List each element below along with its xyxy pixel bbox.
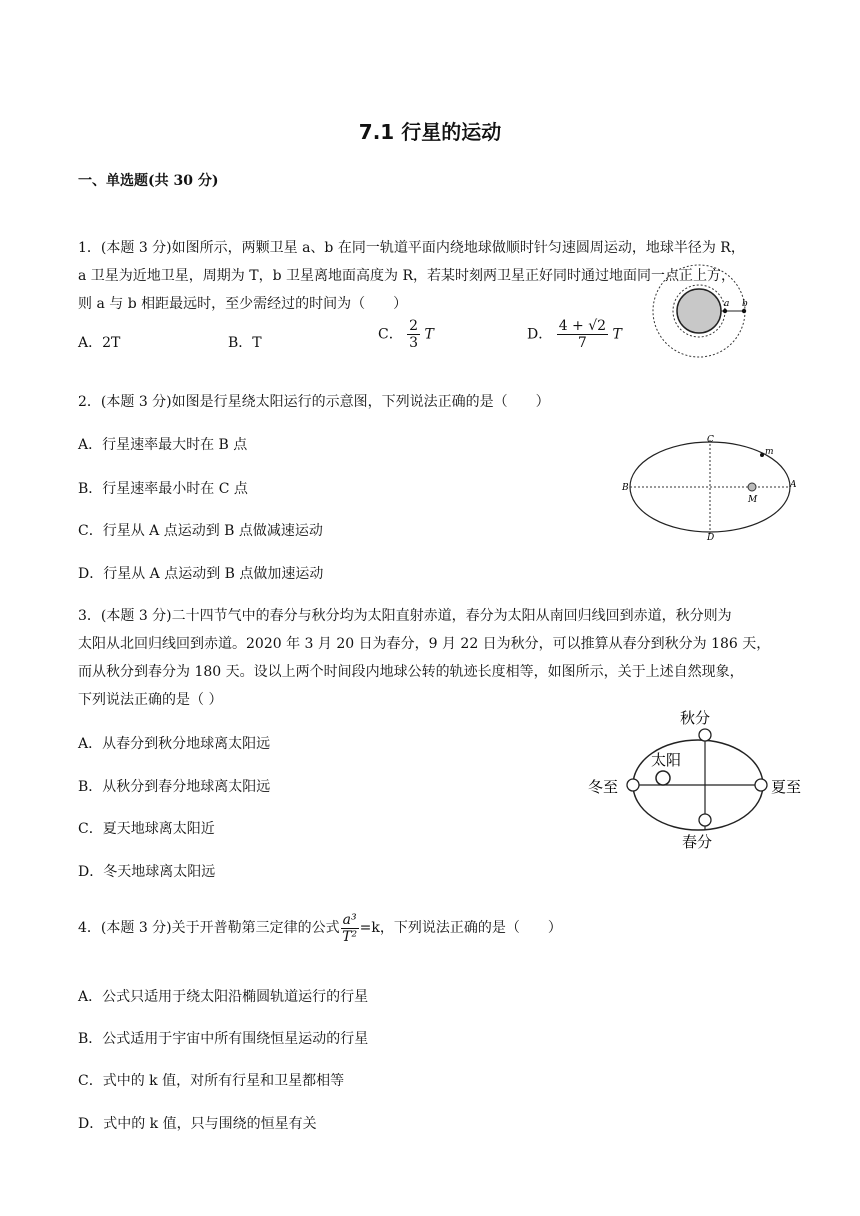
q2-option-b[interactable]: B．行星速率最小时在 C 点 [78,481,248,497]
q1-option-c-denominator: 3 [409,335,419,351]
q4-stem [78,910,562,946]
q1-line1 [78,238,745,258]
q1-stem-line1: 如图所示，两颗卫星 a、b 在同一轨道平面内绕地球做顺时针匀速圆周运动，地球半径为 R， [171,240,745,256]
q4-option-b[interactable]: B．公式适用于宇宙中所有围绕恒星运动的行星 [78,1031,369,1047]
q2-ellipse-figure [620,432,800,542]
q1-stem-line2: a 卫星为近地卫星，周期为 T，b 卫星离地面高度为 R，若某时刻两卫星正好同时通过地面同一点正上方， [78,268,735,284]
q3-stem-line1: 3．(本题 3 分)二十四节气中的春分与秋分均为太阳直射赤道，春分为太阳从南回归线回到赤道，秋分则为 [78,608,732,624]
sun-M [748,483,756,491]
q1-option-b[interactable]: B．T [228,335,262,351]
sun [656,771,670,785]
planet-m [760,453,764,457]
q4-option-c[interactable]: C．式中的 k 值，对所有行星和卫星都相等 [78,1073,345,1089]
q1-option-d-numerator: 4 + √2 [558,318,607,334]
earth [677,289,721,333]
label-summer: 夏至 [771,778,802,796]
label-autumn: 秋分 [680,709,711,727]
satellite-b [742,309,746,313]
q1-option-d[interactable] [527,318,622,351]
q1-option-c[interactable] [378,318,434,351]
q3-stem-line3: 而从秋分到春分为 180 天。设以上两个时间段内地球公转的轨迹长度相等，如图所示，关于上述自然现象， [78,664,744,680]
label-a: a [724,299,730,309]
q1-option-d-tail: T [612,326,622,343]
q2-stem: 2．(本题 3 分)如图是行星绕太阳运行的示意图，下列说法正确的是（ ） [78,394,550,410]
q4-prefix: 4．(本题 3 分)关于开普勒第三定律的公式 [78,920,340,936]
q3-stem-line4: 下列说法正确的是（ ） [78,692,223,708]
label-M: M [748,495,758,505]
q4-formula-numerator: a³ [342,911,357,928]
q1-option-a[interactable]: A．2T [78,335,121,351]
summer-point [755,779,767,791]
q4-option-a[interactable]: A．公式只适用于绕太阳沿椭圆轨道运行的行星 [78,989,369,1005]
q3-stem-line2: 太阳从北回归线回到赤道。2020 年 3 月 20 日为春分，9 月 22 日为秋分，可以推算从春分到秋分为 186 天， [78,636,771,652]
page-title: 7.1 行星的运动 [358,120,502,144]
q4-suffix: =k，下列说法正确的是（ ） [359,920,562,936]
label-winter: 冬至 [588,778,619,796]
q1-stem-line3: 则 a 与 b 相距最远时，至少需经过的时间为（ ） [78,296,408,312]
winter-point [627,779,639,791]
q3-option-b[interactable]: B．从秋分到春分地球离太阳远 [78,779,271,795]
q3-option-c[interactable]: C．夏天地球离太阳近 [78,821,215,837]
q1-option-c-tail: T [424,326,434,343]
q4-formula-denominator: T² [342,928,358,945]
q1-option-d-denominator: 7 [577,335,587,351]
label-A: A [790,480,797,490]
spring-point [699,814,711,826]
q2-option-c[interactable]: C．行星从 A 点运动到 B 点做减速运动 [78,523,323,539]
label-spring: 春分 [682,833,713,851]
label-D: D [707,533,715,542]
satellite-a [723,309,727,313]
q1-orbit-figure [652,262,772,372]
q3-seasons-figure [585,705,810,855]
q1-option-c-numerator: 2 [409,318,419,334]
q2-option-a[interactable]: A．行星速率最大时在 B 点 [78,437,248,453]
section-heading: 一、单选题(共 30 分) [78,173,219,189]
q1-option-c-fraction [407,318,420,351]
label-m: m [765,447,774,457]
label-C: C [707,435,714,445]
q1-prefix: 1．(本题 3 分) [78,240,172,256]
q4-option-d[interactable]: D．式中的 k 值，只与围绕的恒星有关 [78,1116,317,1132]
q3-option-d[interactable]: D．冬天地球离太阳远 [78,864,216,880]
label-b: b [742,299,748,309]
q1-option-d-fraction [557,318,608,351]
q1-option-c-label: C． [378,326,403,343]
q3-option-a[interactable]: A．从春分到秋分地球离太阳远 [78,736,271,752]
autumn-point [699,729,711,741]
q4-formula [341,912,359,945]
q1-option-d-label: D． [527,326,553,343]
label-sun: 太阳 [651,751,682,769]
q2-option-d[interactable]: D．行星从 A 点运动到 B 点做加速运动 [78,566,324,582]
label-B: B [622,483,629,493]
